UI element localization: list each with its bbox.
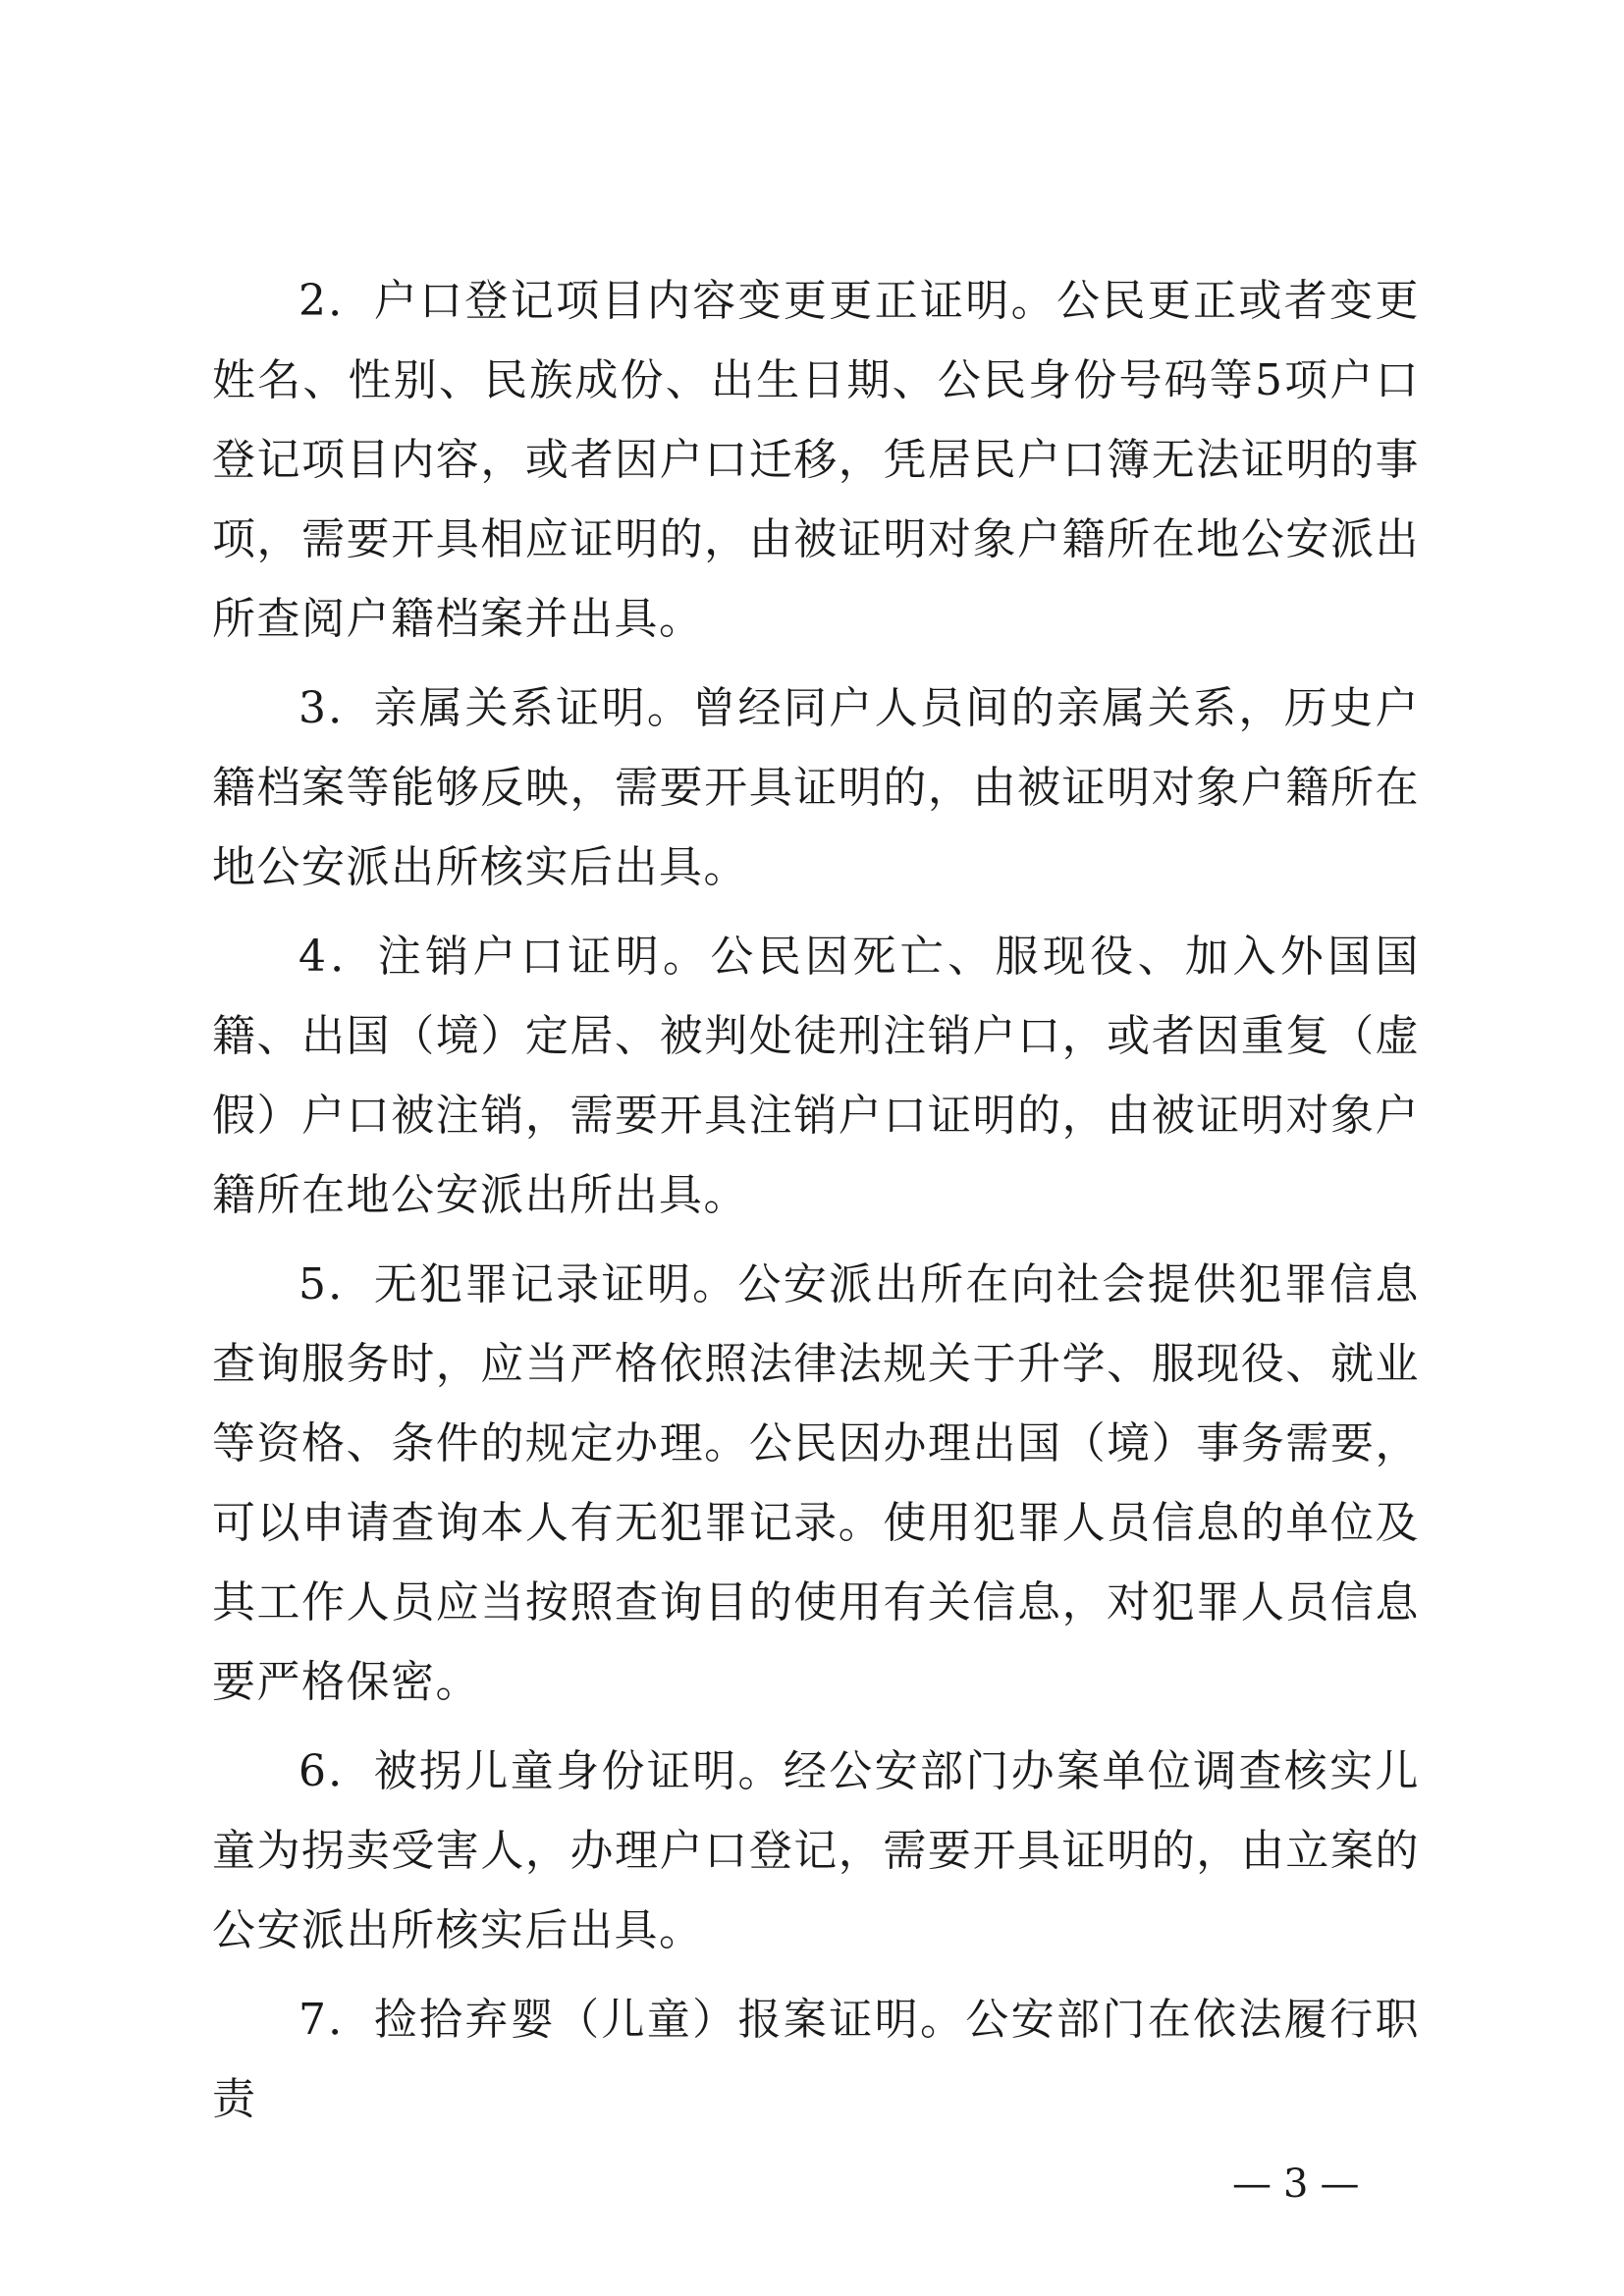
document-body bbox=[212, 261, 1420, 2149]
paragraph-item-7: 7．捡拾弃婴（儿童）报案证明。公安部门在依法履行职责 bbox=[212, 1995, 1420, 2124]
page-footer bbox=[1232, 2161, 1359, 2208]
paragraph-item-5: 5．无犯罪记录证明。公安派出所在向社会提供犯罪信息查询服务时，应当严格依照法律法规关于升学、服现役、就业等资格、条件的规定办理。公民因办理出国（境）事务需要，可以申请查询本人有无犯罪记录。使用犯罪人员信息的单位及其工作人员应当按照查询目的使用有关信息，对犯罪人员信息要严格保密。 bbox=[212, 1259, 1420, 1707]
paragraph-item-3: 3．亲属关系证明。曾经同户人员间的亲属关系，历史户籍档案等能够反映，需要开具证明的，由被证明对象户籍所在地公安派出所核实后出具。 bbox=[212, 683, 1420, 892]
footer-dash-right: — bbox=[1320, 2162, 1360, 2207]
footer-dash-left: — bbox=[1232, 2162, 1272, 2207]
page-number: 3 bbox=[1283, 2162, 1309, 2207]
paragraph-item-4: 4．注销户口证明。公民因死亡、服现役、加入外国国籍、出国（境）定居、被判处徒刑注销户口，或者因重复（虚假）户口被注销，需要开具注销户口证明的，由被证明对象户籍所在地公安派出所出具。 bbox=[212, 932, 1420, 1220]
paragraph-item-6: 6．被拐儿童身份证明。经公安部门办案单位调查核实儿童为拐卖受害人，办理户口登记，需要开具证明的，由立案的公安派出所核实后出具。 bbox=[212, 1746, 1420, 1955]
paragraph-item-2: 2．户口登记项目内容变更更正证明。公民更正或者变更姓名、性别、民族成份、出生日期、公民身份号码等5项户口登记项目内容，或者因户口迁移，凭居民户口簿无法证明的事项，需要开具相应证明的，由被证明对象户籍所在地公安派出所查阅户籍档案并出具。 bbox=[212, 276, 1420, 644]
